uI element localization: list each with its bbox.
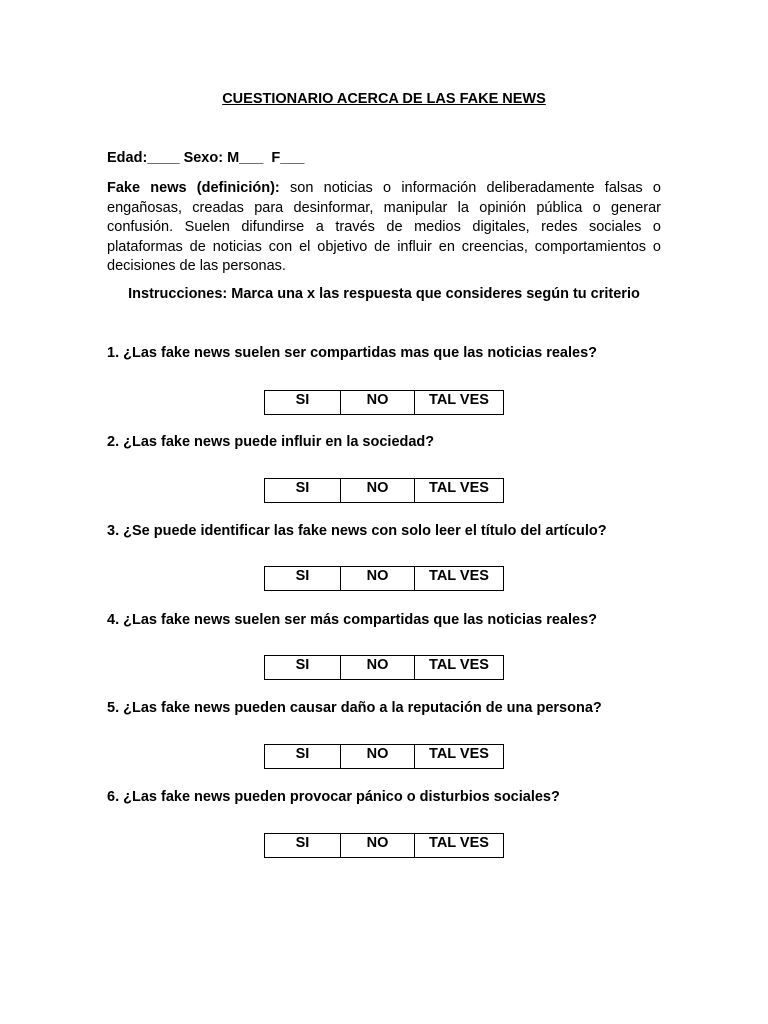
question-3: 3. ¿Se puede identificar las fake news con solo leer el título del artículo? [107,523,607,539]
answer-option-no[interactable]: NO [341,567,415,591]
instructions-text: Instrucciones: Marca una x las respuesta que consideres según tu criterio [128,286,640,302]
answer-option-si[interactable]: SI [265,745,341,769]
answer-option-tal-ves[interactable]: TAL VES [415,834,504,858]
age-sex-line: Edad:____ Sexo: M___ F___ [107,150,305,166]
answer-option-no[interactable]: NO [341,391,415,415]
answer-option-tal-ves[interactable]: TAL VES [415,479,504,503]
answer-option-tal-ves[interactable]: TAL VES [415,567,504,591]
question-6: 6. ¿Las fake news pueden provocar pánico o disturbios sociales? [107,789,560,805]
document-title: CUESTIONARIO ACERCA DE LAS FAKE NEWS [222,91,546,107]
answer-option-si[interactable]: SI [265,656,341,680]
answer-table-6 [264,833,504,858]
definition-text: son noticias o información deliberadamente falsas o engañosas, creadas para desinformar, manipular la opinión pública o generar confusión. Suelen difundirse a través de medios digitales, redes sociales o plataformas de noticias con el objetivo de influir en creencias, comportamientos o decisiones de las personas. [107,180,661,274]
definition-term: Fake news (definición): [107,180,280,196]
question-1: 1. ¿Las fake news suelen ser compartidas mas que las noticias reales? [107,345,597,361]
answer-option-no[interactable]: NO [341,834,415,858]
answer-table-2 [264,478,504,503]
question-4: 4. ¿Las fake news suelen ser más compartidas que las noticias reales? [107,612,597,628]
answer-option-tal-ves[interactable]: TAL VES [415,745,504,769]
answer-table-4 [264,655,504,680]
answer-table-1 [264,390,504,415]
answer-option-si[interactable]: SI [265,391,341,415]
question-5: 5. ¿Las fake news pueden causar daño a la reputación de una persona? [107,700,602,716]
answer-table-5 [264,744,504,769]
answer-table-3 [264,566,504,591]
answer-option-no[interactable]: NO [341,479,415,503]
answer-option-no[interactable]: NO [341,745,415,769]
answer-option-si[interactable]: SI [265,567,341,591]
answer-option-no[interactable]: NO [341,656,415,680]
answer-option-tal-ves[interactable]: TAL VES [415,391,504,415]
answer-option-tal-ves[interactable]: TAL VES [415,656,504,680]
definition-paragraph [107,179,661,277]
answer-option-si[interactable]: SI [265,479,341,503]
answer-option-si[interactable]: SI [265,834,341,858]
question-2: 2. ¿Las fake news puede influir en la sociedad? [107,434,435,450]
